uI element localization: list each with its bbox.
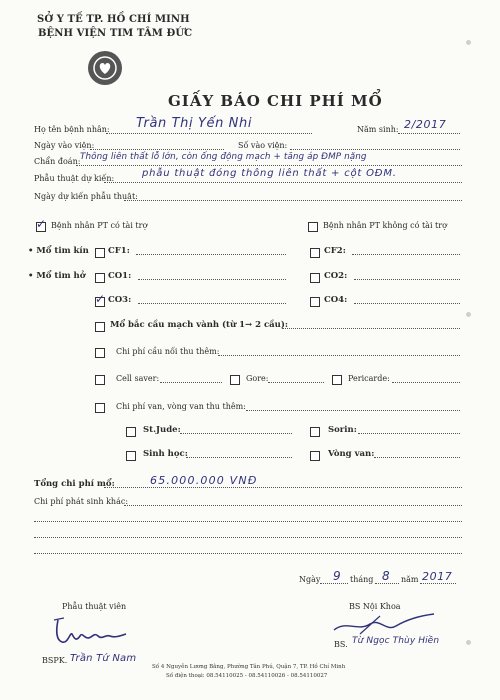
cf2-checkbox[interactable] bbox=[310, 248, 320, 258]
patient-name-label: Họ tên bệnh nhân: bbox=[34, 125, 110, 134]
planned-date-label: Ngày dự kiến phẫu thuật: bbox=[34, 192, 138, 201]
co3-checkbox[interactable]: ✓ bbox=[95, 292, 106, 306]
date-year-label: năm bbox=[401, 575, 419, 584]
date-month-value: 8 bbox=[382, 569, 391, 583]
ring-checkbox[interactable] bbox=[310, 451, 320, 461]
total-cost-value: 65.000.000 VNĐ bbox=[150, 474, 258, 487]
sponsored-label: Bệnh nhân PT có tài trợ bbox=[51, 221, 148, 230]
cf1-checkbox[interactable] bbox=[95, 248, 105, 258]
diagnosis-label: Chẩn đoán: bbox=[34, 157, 81, 166]
surgeon-signature bbox=[50, 614, 130, 648]
birth-year-value: 2/2017 bbox=[404, 118, 447, 131]
valve-fee-checkbox[interactable] bbox=[95, 403, 105, 413]
gore-label: Gore: bbox=[246, 374, 269, 383]
date-year-value: 2017 bbox=[422, 570, 453, 583]
valve-fee-label: Chi phí van, vòng van thu thêm: bbox=[116, 402, 246, 411]
cabg-checkbox[interactable] bbox=[95, 322, 105, 332]
sponsored-checkbox[interactable]: ✓ bbox=[36, 217, 47, 231]
pericarde-label: Pericarde: bbox=[348, 374, 390, 383]
footer-phone: Số điện thoại: 08.54110025 - 08.54110026 - 08.54110027 bbox=[166, 673, 328, 679]
header-hospital: BỆNH VIỆN TIM TÂM ĐỨC bbox=[38, 28, 193, 39]
surgeon-title: Phẫu thuật viên bbox=[62, 602, 127, 611]
sorin-checkbox[interactable] bbox=[310, 427, 320, 437]
co2-label: CO2: bbox=[324, 271, 348, 281]
co4-label: CO4: bbox=[324, 295, 348, 305]
st-jude-label: St.Jude: bbox=[143, 425, 181, 435]
physician-name-prefix: BS. bbox=[334, 640, 348, 649]
birth-year-label: Năm sinh: bbox=[357, 125, 399, 134]
sorin-label: Sorin: bbox=[328, 425, 357, 435]
diagnosis-value: Thông liên thất lỗ lớn, còn ống động mạch + tăng áp ĐMP nặng bbox=[80, 152, 367, 162]
not-sponsored-label: Bệnh nhân PT không có tài trợ bbox=[323, 221, 447, 230]
cf1-label: CF1: bbox=[108, 246, 130, 256]
cabg-label: Mổ bắc cầu mạch vành (từ 1→ 2 cầu): bbox=[110, 320, 289, 330]
date-day-value: 9 bbox=[333, 569, 342, 583]
planned-surgery-label: Phẫu thuật dự kiến: bbox=[34, 174, 115, 183]
cf2-label: CF2: bbox=[324, 246, 346, 256]
date-month-label: tháng bbox=[350, 575, 374, 584]
hospital-logo bbox=[88, 51, 122, 85]
ring-label: Vòng van: bbox=[328, 449, 375, 459]
patient-name-value: Trần Thị Yến Nhi bbox=[136, 116, 253, 131]
closed-heart-label: • Mổ tim kín bbox=[28, 246, 89, 256]
not-sponsored-checkbox[interactable] bbox=[308, 222, 318, 232]
bio-valve-label: Sinh học: bbox=[143, 449, 188, 459]
planned-surgery-value: phẫu thuật đóng thông liên thất + cột OĐM. bbox=[142, 168, 397, 179]
co4-checkbox[interactable] bbox=[310, 297, 320, 307]
gore-checkbox[interactable] bbox=[230, 375, 240, 385]
cell-saver-checkbox[interactable] bbox=[95, 375, 105, 385]
co3-label: CO3: bbox=[108, 295, 132, 305]
admission-date-label: Ngày vào viện: bbox=[34, 141, 95, 150]
heart-icon bbox=[92, 55, 118, 81]
co1-label: CO1: bbox=[108, 271, 132, 281]
admission-number-label: Số vào viện: bbox=[238, 141, 288, 150]
cell-saver-label: Cell saver: bbox=[116, 374, 160, 383]
bio-valve-checkbox[interactable] bbox=[126, 451, 136, 461]
bypass-fee-checkbox[interactable] bbox=[95, 348, 105, 358]
bypass-fee-label: Chi phí cầu nối thu thêm: bbox=[116, 347, 220, 356]
co1-checkbox[interactable] bbox=[95, 273, 105, 283]
header-department: SỞ Y TẾ TP. HỒ CHÍ MINH bbox=[37, 14, 190, 25]
document-title: GIẤY BÁO CHI PHÍ MỔ bbox=[168, 92, 383, 110]
surgeon-name-prefix: BSPK. bbox=[42, 656, 68, 665]
physician-title: BS Nội Khoa bbox=[349, 602, 401, 611]
pericarde-checkbox[interactable] bbox=[332, 375, 342, 385]
physician-name: Từ Ngọc Thùy Hiền bbox=[352, 636, 440, 646]
other-cost-label: Chi phí phát sinh khác: bbox=[34, 497, 129, 506]
total-cost-label: Tổng chi phí mổ: bbox=[34, 479, 115, 489]
footer-address: Số 4 Nguyễn Lương Bằng, Phường Tân Phú, Quận 7, TP. Hồ Chí Minh bbox=[152, 664, 346, 670]
st-jude-checkbox[interactable] bbox=[126, 427, 136, 437]
date-day-label: Ngày bbox=[299, 575, 321, 584]
surgeon-name: Trần Tứ Nam bbox=[70, 653, 137, 664]
open-heart-label: • Mổ tim hở bbox=[28, 271, 86, 281]
co2-checkbox[interactable] bbox=[310, 273, 320, 283]
